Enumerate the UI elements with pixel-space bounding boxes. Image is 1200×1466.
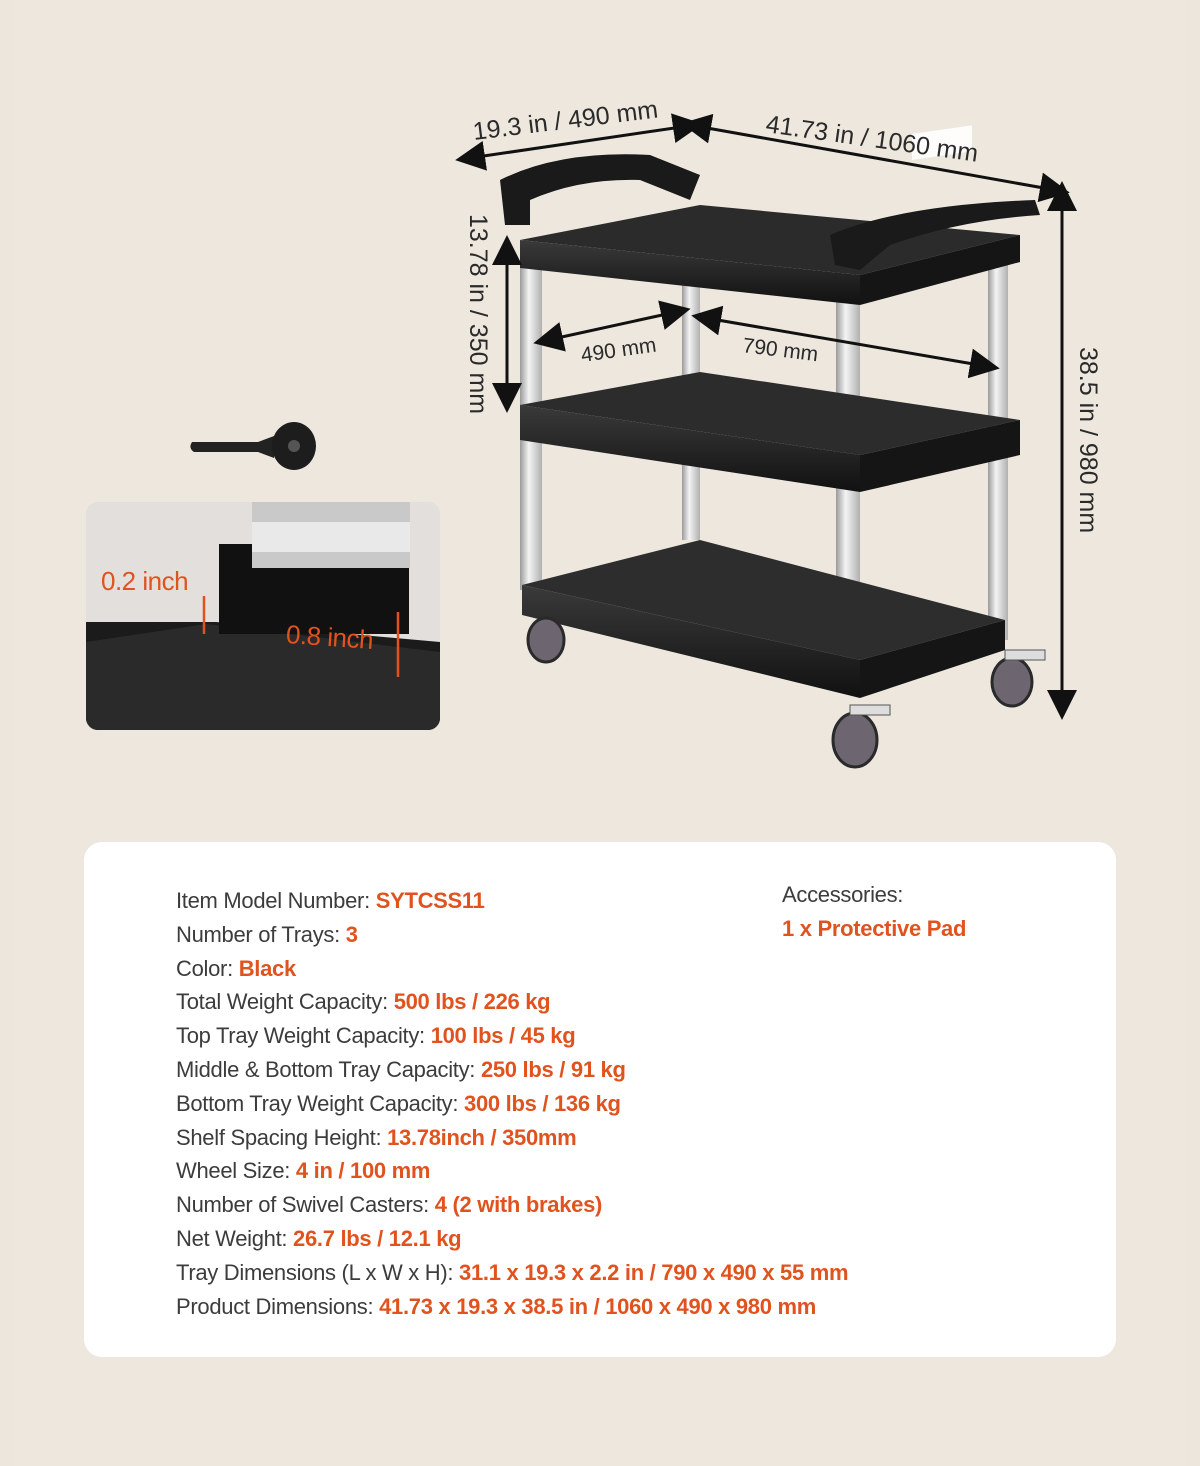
- spec-value: 4 (2 with brakes): [434, 1192, 603, 1218]
- specifications-card: [84, 842, 1116, 1357]
- accessories-section: [782, 878, 966, 946]
- protective-pad-accessory: [188, 418, 328, 478]
- spec-row: [176, 1256, 848, 1290]
- spec-label: Number of Trays:: [176, 921, 346, 947]
- spec-value: 500 lbs / 226 kg: [393, 989, 551, 1015]
- spec-value: 26.7 lbs / 12.1 kg: [293, 1225, 462, 1251]
- accessories-title: Accessories:: [782, 882, 904, 907]
- edge-thickness-label: 0.2 inch: [101, 566, 189, 596]
- rim-detail-illustration: [86, 502, 440, 730]
- depth-dimension: 19.3 in / 490 mm: [471, 95, 660, 146]
- bottom-tray: [522, 540, 1005, 698]
- tray-length-dimension: 790 mm: [741, 334, 820, 367]
- length-dimension: 41.73 in / 1060 mm: [764, 110, 980, 168]
- spec-label: Total Weight Capacity:: [176, 989, 394, 1015]
- middle-tray: [520, 372, 1020, 492]
- spec-label: Tray Dimensions (L x W x H):: [176, 1259, 460, 1285]
- spec-row: [176, 1087, 848, 1121]
- spec-label: Net Weight:: [176, 1225, 294, 1251]
- spec-row: [176, 1053, 848, 1087]
- spec-label: Item Model Number:: [176, 888, 376, 913]
- spec-label: Number of Swivel Casters:: [176, 1192, 435, 1218]
- spec-label: Color:: [176, 955, 239, 981]
- spec-row: [176, 1019, 848, 1053]
- shelf-spacing-dimension: 13.78 in / 350 mm: [464, 214, 492, 415]
- tray-depth-dimension: 490 mm: [579, 333, 658, 367]
- spec-list: [176, 884, 848, 1323]
- spec-value: 31.1 x 19.3 x 2.2 in / 790 x 490 x 55 mm: [459, 1259, 849, 1285]
- spec-row: [176, 1154, 848, 1188]
- spec-row: [176, 1188, 848, 1222]
- spec-row: [176, 1222, 848, 1256]
- spec-value: 250 lbs / 91 kg: [480, 1056, 626, 1082]
- accessories-item: 1 x Protective Pad: [782, 916, 967, 941]
- spec-value: 300 lbs / 136 kg: [464, 1090, 621, 1116]
- spec-value: 41.73 x 19.3 x 38.5 in / 1060 x 490 x 980 mm: [379, 1293, 817, 1319]
- spec-value: 3: [345, 921, 358, 947]
- spec-row: [176, 1290, 848, 1324]
- spec-row: [176, 952, 848, 986]
- spec-label: Bottom Tray Weight Capacity:: [176, 1090, 465, 1116]
- spec-label: Shelf Spacing Height:: [176, 1124, 388, 1150]
- height-dimension: 38.5 in / 980 mm: [1074, 347, 1102, 534]
- spec-label: Top Tray Weight Capacity:: [176, 1023, 431, 1049]
- spec-value: 4 in / 100 mm: [295, 1158, 431, 1184]
- spec-value: SYTCSS11: [375, 888, 485, 913]
- spec-label: Wheel Size:: [176, 1158, 296, 1184]
- rim-detail-inset: [86, 502, 440, 730]
- spec-value: Black: [238, 955, 296, 981]
- spec-value: 100 lbs / 45 kg: [430, 1023, 576, 1049]
- spec-row: [176, 1121, 848, 1155]
- spec-row: [176, 985, 848, 1019]
- back-pole: [682, 280, 700, 380]
- rim-height-label: 0.8 inch: [285, 619, 375, 656]
- spec-row: [176, 918, 848, 952]
- spec-label: Middle & Bottom Tray Capacity:: [176, 1056, 481, 1082]
- spec-row: [176, 884, 848, 918]
- spec-value: 13.78inch / 350mm: [387, 1124, 577, 1150]
- spec-label: Product Dimensions:: [176, 1293, 380, 1319]
